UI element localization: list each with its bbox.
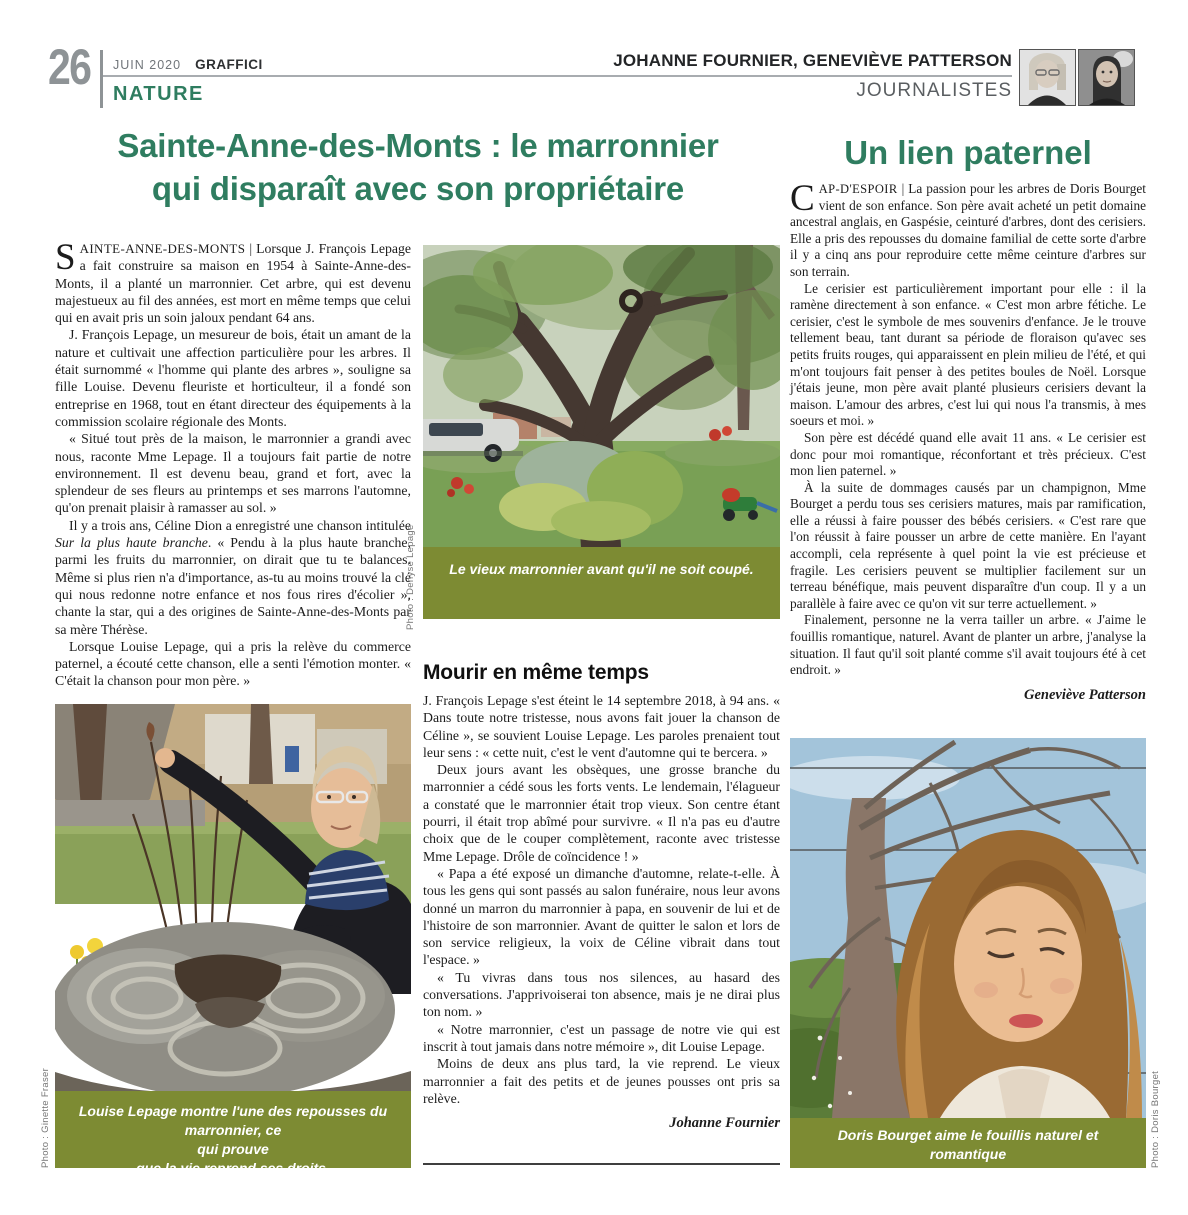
caption-line: Doris Bourget aime le fouillis naturel et romantique [837, 1127, 1099, 1162]
body-paragraph: « Papa a été exposé un dimanche d'automne, relate-t-elle. À tous les gens qui sont passés au salon funéraire, nous leur avons donné un marron du marronnier à papa, en souvenir de lui et de l'histoire de son marronnier. Avant de quitter le salon et lors de son service religieux, la voix de Céline vibrait dans tout l'espace. » [423, 865, 780, 968]
body-paragraph: « Tu vivras dans tous nos silences, au hasard des conversations. J'apprivoiserai ton absence, mais je ne dirai plus ton nom. » [423, 969, 780, 1020]
journalist-2-portrait-icon [1079, 50, 1134, 105]
body-paragraph: Deux jours avant les obsèques, une grosse branche du marronnier a cédé sous les forts vents. Le lendemain, l'élagueur a constaté que le marronnier était trop vieux. Son centre étant pourri, il était trop abîmé pour survivre. « Il n'a pas eu d'autre choix que de le couper complètement, raconte avec tristesse Mme Lepage. Drôle de coïncidence ! » [423, 762, 780, 864]
body-paragraph: À la suite de dommages causés par un champignon, Mme Bourget a perdu tous ses cerisiers matures, mais par ramification, elle a réussi à faire pousser des bébés cerisiers. « C'est rare que l'on réussit à faire pousser un arbre de cette manière. En l'ayant accompli, cela représente à quel point la vie est précieuse et fragile. Les cerisiers peuvent se multiplier facilement sur un terreau bénéfique, mais peuvent disparaître d'un coup. Il y a un parallèle à faire avec ce qu'on vit sur terre actuellement. » [790, 479, 1146, 611]
page-number: 26 [48, 39, 91, 95]
article-marronnier-body-2 [423, 692, 780, 1107]
article-paternel-body [790, 178, 1146, 679]
body-paragraph [790, 178, 1146, 281]
dateline-separator: | [901, 181, 905, 196]
stump-photo-block [55, 704, 411, 1176]
section-subhead: Mourir en même temps [423, 661, 649, 684]
body-paragraph: Le cerisier est particulièrement important pour elle : il la ramène directement à son enfance. « C'est mon arbre fétiche. Le cerisier, c'est le symbole de mes souvenirs d'enfance. Je le trouve tellement beau, tant durant sa période de floraison qu'avec ses petits fruits rouges, qui apparaissent en plein milieu de l'été, et qui m'ont toujours fait penser à des petites boules de Noël. Lorsque j'étais jeune, mon père avait planté plusieurs cerisiers devant la maison. L'amour des arbres, c'est lui qui nous l'a transmis, à mes soeurs et moi. » [790, 280, 1146, 429]
body-paragraph [55, 237, 411, 326]
title-line-2: qui disparaît avec son propriétaire [151, 170, 685, 207]
stump-photo [55, 704, 411, 1091]
body-paragraph: Finalement, personne ne la verra tailler un arbre. « J'aime le fouillis romantique, naturel. Avant de planter un arbre, j'analyse la situation. Il faut qu'il soit planté comme s'il avait toujours été à cet endroit. » [790, 612, 1146, 678]
paragraph-text: . « Pendu à la plus haute branche, parmi les fruits du marronnier, on dirait que tu te balances. Même si plus rien n'a d'importance, as-tu au moins trouvé la clé qui nous redonne notre enfance et nos fous rires d'écolier », chante la star, qui a des origines de Sainte-Anne-des-Monts par sa mère Thérèse. [55, 535, 411, 637]
header-divider [100, 50, 103, 108]
tree-photo-caption: Le vieux marronnier avant qu'il ne soit coupé. [423, 547, 780, 619]
journalist-1-portrait-icon [1020, 50, 1075, 105]
article-marronnier-title [55, 124, 781, 210]
caption-line: Louise Lepage montre l'une des repousses du marronnier, ce [78, 1103, 388, 1138]
dateline: AINTE-ANNE-DES-MONTS [79, 241, 246, 256]
journalist-photo-1 [1019, 49, 1076, 106]
portrait-photo-block [790, 738, 1146, 1181]
body-paragraph: Lorsque Louise Lepage, qui a pris la relève du commerce paternel, a écouté cette chanson, elle a senti l'émotion monter. « C'était la chanson pour mon père. » [55, 638, 411, 689]
journalists-names: JOHANNE FOURNIER, GENEVIÈVE PATTERSON [613, 51, 1012, 70]
doris-bourget-portrait-photo [790, 738, 1146, 1118]
dateline: AP-D'ESPOIR [818, 182, 898, 196]
dropcap: C [790, 178, 815, 219]
stump-photo-credit: Photo : Ginette Fraser [40, 1067, 51, 1168]
paragraph-text: Lorsque J. François Lepage a fait construire sa maison en 1954 à Sainte-Anne-des-Monts, il a planté un marronnier. Cet arbre, qui est devenu majestueux au fil des années, est mort en même temps que celui qui en avait pris un soin jaloux pendant 64 ans. [55, 241, 411, 326]
article-marronnier-body-1 [55, 237, 411, 690]
journalists-role: JOURNALISTES [856, 80, 1012, 101]
issue-row [113, 57, 263, 72]
body-paragraph: J. François Lepage s'est éteint le 14 septembre 2018, à 94 ans. « Dans toute notre tristesse, nous avons fait jouer la chanson de Céline », se souvient Louise Lepage. Les paroles prenaient tout leur sens : « cette nuit, c'est le vent d'automne qui te bercera. » [423, 693, 780, 760]
dropcap: S [55, 237, 76, 278]
body-paragraph: Moins de deux ans plus tard, la vie reprend. Le vieux marronnier a fait des petits et de jeunes pousses ont pris sa relève. [423, 1056, 780, 1106]
chestnut-tree-photo [423, 245, 780, 547]
paragraph-text: La passion pour les arbres de Doris Bourget vient de son enfance. Son père avait acheté un petit domaine ancestral anglais, en Gaspésie, ceinturé d'arbres, dont des cerisiers. Elle a pris des repousses du domaine familial de cette sorte d'arbre il y a cinq ans pour reproduire cette même ceinture d'arbres sur son terrain. [790, 181, 1146, 279]
column-right [790, 133, 1146, 1181]
journalist-photo-2 [1078, 49, 1135, 106]
header-rule [103, 75, 1012, 77]
caption-line: que la vie reprend ses droits. [136, 1160, 330, 1176]
issue-date: JUIN 2020 [113, 58, 182, 72]
article-end-rule [423, 1163, 780, 1165]
byline-johanne-fournier: Johanne Fournier [669, 1115, 780, 1132]
caption-line: qui prouve [197, 1141, 269, 1157]
section-label: NATURE [113, 83, 204, 105]
column-left [55, 237, 411, 1176]
body-paragraph [55, 517, 411, 638]
caption-line: de ses arbres, dont celui de ses cerisiers. [829, 1165, 1107, 1181]
song-title: Sur la plus haute branche [55, 535, 208, 551]
column-center [423, 245, 780, 1165]
portrait-photo-caption [790, 1118, 1146, 1181]
article-paternel-title: Un lien paternel [844, 134, 1092, 171]
title-line-1: Sainte-Anne-des-Monts : le marronnier [117, 127, 719, 164]
body-paragraph: « Situé tout près de la maison, le marronnier a grandi avec nous, raconte Mme Lepage. Il a toujours fait partie de notre environnement. Il est devenu beau, grand et fort, avec la splendeur de ses fleurs au printemps et ses marrons l'automne, qu'on prenait plaisir à ramasser au sol. » [55, 431, 411, 516]
publication-name: GRAFFICI [195, 57, 263, 72]
portrait-photo-credit: Photo : Doris Bourget [1150, 1070, 1161, 1168]
paragraph-text: Il y a trois ans, Céline Dion a enregistré une chanson intitulée [69, 517, 411, 533]
body-paragraph: « Notre marronnier, c'est un passage de notre vie qui est inscrit à tout jamais dans notre mémoire », dit Louise Lepage. [423, 1021, 780, 1054]
body-paragraph: J. François Lepage, un mesureur de bois, était un amant de la nature et cultivait une affection particulière pour les arbres. Il était surnommé « l'homme qui plante des arbres », souligne sa fille Louise. Devenu fleuriste et horticulteur, il a fondé son entreprise en 1968, tout en étant directeur des équipements à la commission scolaire régionale des Monts. [55, 327, 411, 429]
car-icon [423, 419, 523, 462]
tree-photo-credit: Photo : Denyse Lepage [405, 524, 416, 630]
body-paragraph: Son père est décédé quand elle avait 11 ans. « Le cerisier est donc pour moi romantique, réconfortant et très précieux. C'est mon lien paternel. » [790, 429, 1146, 479]
dateline-separator: | [249, 241, 253, 256]
byline-genevieve-patterson: Geneviève Patterson [1023, 686, 1146, 703]
stump-photo-caption [55, 1091, 411, 1176]
